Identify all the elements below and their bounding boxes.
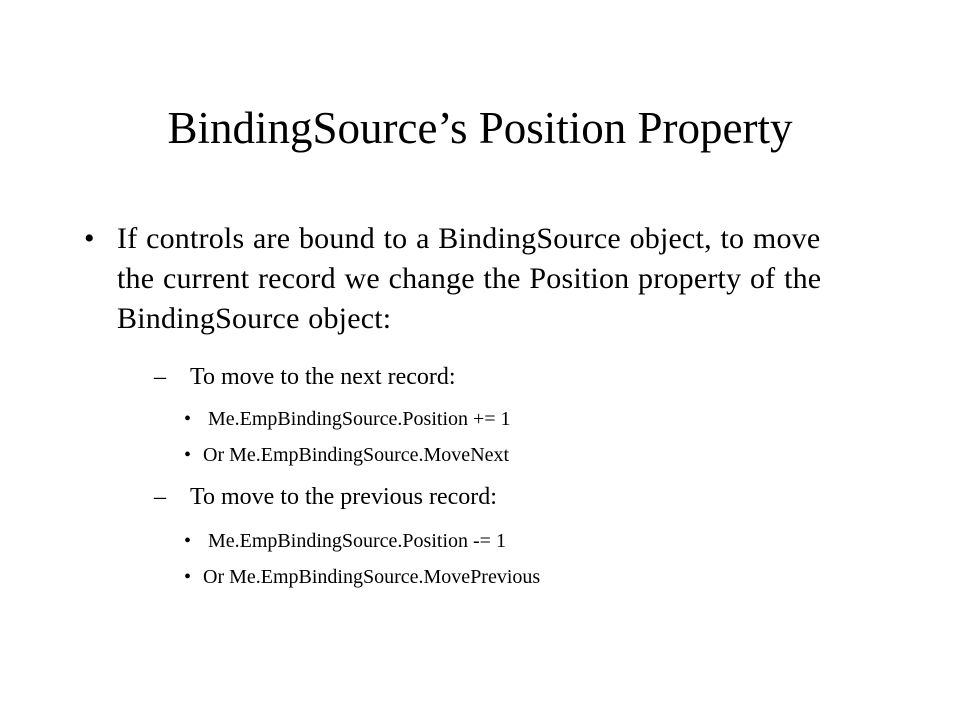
dash-icon: – <box>154 484 166 510</box>
bullet-icon: • <box>184 444 192 466</box>
bullet-icon: • <box>84 222 95 255</box>
code-item <box>184 442 784 468</box>
sub-point-text: To move to the previous record: <box>190 484 497 510</box>
code-item <box>184 406 784 432</box>
slide-title: BindingSource’s Position Property <box>167 103 793 153</box>
main-bullet-text: If controls are bound to a BindingSource object, to move the current record we change the Position property of the BindingSource object: <box>117 222 822 335</box>
code-item-text: Or Me.EmpBindingSource.MovePrevious <box>203 566 541 588</box>
code-item <box>184 528 784 554</box>
main-bullet-point <box>84 219 864 339</box>
code-item <box>184 564 784 590</box>
code-item-text: Or Me.EmpBindingSource.MoveNext <box>203 444 510 466</box>
dash-icon: – <box>154 364 166 390</box>
code-item-text: Me.EmpBindingSource.Position += 1 <box>203 408 511 430</box>
bullet-icon: • <box>184 408 192 430</box>
sub-point-text: To move to the next record: <box>190 364 456 390</box>
code-item-text: Me.EmpBindingSource.Position -= 1 <box>203 530 506 552</box>
bullet-icon: • <box>184 566 192 588</box>
sub-point-previous-record <box>154 482 754 512</box>
bullet-icon: • <box>184 530 192 552</box>
sub-point-next-record <box>154 362 754 392</box>
